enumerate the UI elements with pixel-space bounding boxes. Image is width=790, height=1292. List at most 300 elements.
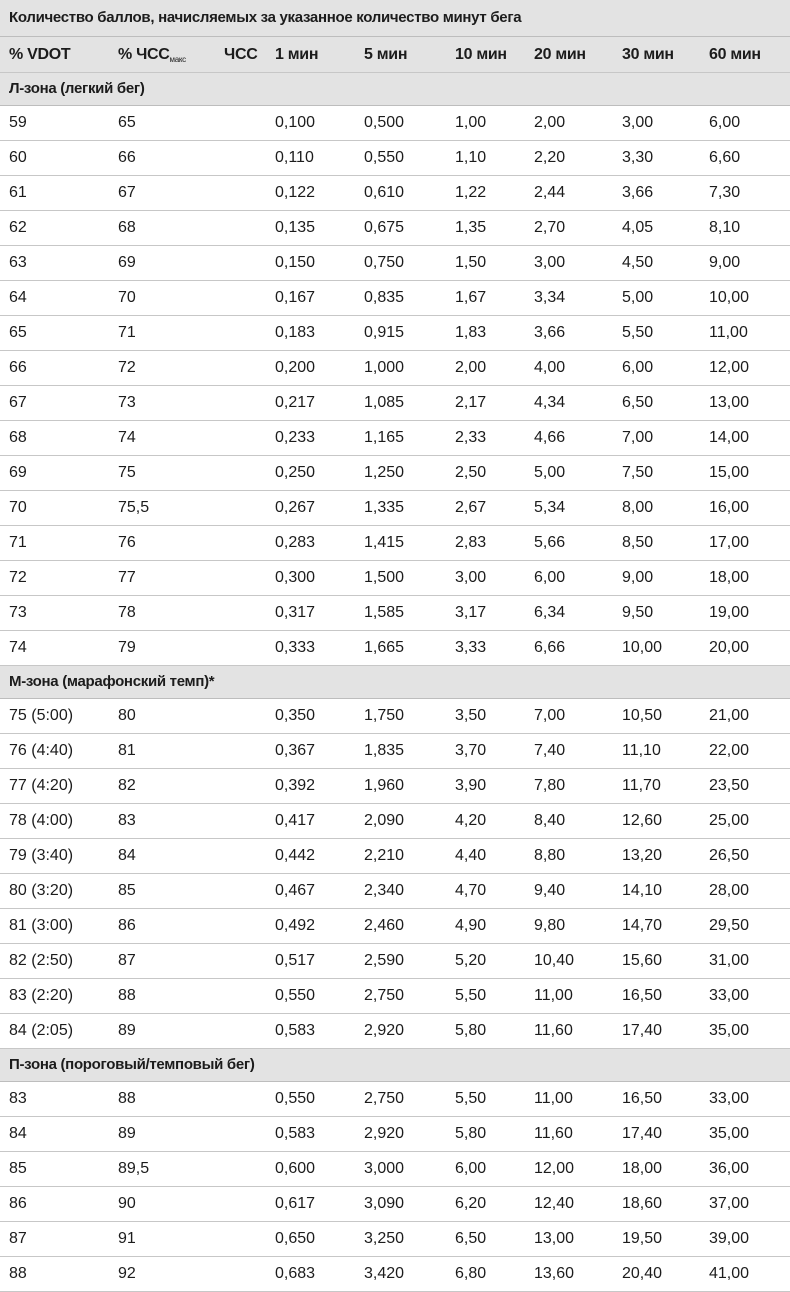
table-cell: 0,550	[275, 1090, 316, 1107]
table-cell: 83	[9, 1090, 27, 1107]
table-cell: 3,34	[534, 289, 566, 306]
table-cell: 18,00	[622, 1160, 663, 1177]
table-body	[0, 73, 790, 1292]
table-cell: 2,83	[455, 534, 487, 551]
table-cell: 0,317	[275, 604, 316, 621]
table-cell: 1,335	[364, 499, 405, 516]
table-cell: 82 (2:50)	[9, 952, 74, 969]
table-cell: 10,00	[709, 289, 750, 306]
table-cell: 11,60	[534, 1022, 573, 1039]
table-cell: 83 (2:20)	[9, 987, 74, 1004]
table-cell: 11,00	[534, 1090, 573, 1107]
table-cell: 7,50	[622, 464, 654, 481]
table-cell: 0,122	[275, 184, 316, 201]
table-cell: 0,217	[275, 394, 316, 411]
table-cell: 0,550	[275, 987, 316, 1004]
table-cell: 2,50	[455, 464, 487, 481]
table-row	[0, 106, 790, 141]
table-cell: 0,915	[364, 324, 405, 341]
table-cell: 0,283	[275, 534, 316, 551]
table-cell: 2,340	[364, 882, 405, 899]
table-cell: 73	[9, 604, 27, 621]
col-5min: 5 мин	[364, 46, 408, 63]
table-cell: 87	[118, 952, 136, 969]
table-cell: 2,210	[364, 847, 405, 864]
table-cell: 92	[118, 1265, 136, 1282]
table-row	[0, 699, 790, 734]
table-cell: 1,22	[455, 184, 487, 201]
table-cell: 9,00	[622, 569, 654, 586]
table-cell: 0,583	[275, 1125, 316, 1142]
table-cell: 1,250	[364, 464, 405, 481]
table-row	[0, 944, 790, 979]
table-cell: 3,17	[455, 604, 487, 621]
table-row	[0, 141, 790, 176]
table-cell: 77 (4:20)	[9, 777, 74, 794]
table-cell: 6,60	[709, 149, 741, 166]
table-cell: 0,392	[275, 777, 316, 794]
table-cell: 13,20	[622, 847, 663, 864]
table-cell: 71	[9, 534, 27, 551]
table-cell: 7,00	[534, 707, 566, 724]
table-cell: 4,66	[534, 429, 566, 446]
table-cell: 14,10	[622, 882, 663, 899]
table-row	[0, 246, 790, 281]
table-cell: 36,00	[709, 1160, 750, 1177]
table-row	[0, 804, 790, 839]
table-row	[0, 909, 790, 944]
table-cell: 6,20	[455, 1195, 487, 1212]
table-cell: 84	[118, 847, 136, 864]
table-cell: 0,492	[275, 917, 316, 934]
table-cell: 2,920	[364, 1022, 405, 1039]
table-row	[0, 176, 790, 211]
table-cell: 68	[118, 219, 136, 236]
table-cell: 0,517	[275, 952, 316, 969]
table-cell: 1,750	[364, 707, 405, 724]
table-cell: 0,333	[275, 639, 316, 656]
table-cell: 9,00	[709, 254, 741, 271]
table-cell: 6,66	[534, 639, 566, 656]
table-cell: 0,367	[275, 742, 316, 759]
table-cell: 0,500	[364, 114, 405, 131]
table-cell: 2,20	[534, 149, 566, 166]
table-cell: 4,70	[455, 882, 487, 899]
table-row	[0, 526, 790, 561]
table-cell: 77	[118, 569, 136, 586]
table-cell: 1,83	[455, 324, 487, 341]
table-cell: 17,40	[622, 1022, 663, 1039]
table-cell: 66	[118, 149, 136, 166]
col-hr-pct: % $ЧСС_{макс}$	[118, 46, 186, 64]
table-cell: 0,683	[275, 1265, 316, 1282]
table-cell: 12,60	[622, 812, 663, 829]
col-60min: 60 мин	[709, 46, 761, 63]
table-cell: 75 (5:00)	[9, 707, 74, 724]
table-cell: 1,585	[364, 604, 405, 621]
table-cell: 89,5	[118, 1160, 150, 1177]
table-cell: 79	[118, 639, 136, 656]
table-cell: 5,00	[622, 289, 654, 306]
table-cell: 33,00	[709, 987, 750, 1004]
table-cell: 81 (3:00)	[9, 917, 74, 934]
table-cell: 2,460	[364, 917, 405, 934]
table-cell: 1,960	[364, 777, 405, 794]
table-cell: 12,00	[709, 359, 750, 376]
table-cell: 89	[118, 1125, 136, 1142]
table-row	[0, 979, 790, 1014]
table-cell: 0,300	[275, 569, 316, 586]
table-cell: 0,617	[275, 1195, 316, 1212]
table-cell: 79 (3:40)	[9, 847, 74, 864]
table-cell: 2,00	[534, 114, 566, 131]
col-hr-pct-sub: макс	[169, 55, 186, 64]
table-cell: 72	[9, 569, 27, 586]
table-cell: 72	[118, 359, 136, 376]
table-cell: 20,00	[709, 639, 750, 656]
table-cell: 6,34	[534, 604, 566, 621]
table-cell: 3,90	[455, 777, 487, 794]
table-cell: 37,00	[709, 1195, 750, 1212]
table-cell: 8,10	[709, 219, 741, 236]
table-cell: 3,66	[534, 324, 566, 341]
table-row	[0, 421, 790, 456]
table-cell: 0,267	[275, 499, 316, 516]
table-row	[0, 1222, 790, 1257]
table-cell: 67	[9, 394, 27, 411]
table-cell: 0,150	[275, 254, 316, 271]
table-cell: 2,750	[364, 1090, 405, 1107]
table-row	[0, 874, 790, 909]
table-cell: 1,50	[455, 254, 487, 271]
table-cell: 7,00	[622, 429, 654, 446]
table-cell: 0,135	[275, 219, 316, 236]
table-cell: 68	[9, 429, 27, 446]
table-cell: 80	[118, 707, 136, 724]
table-cell: 75,5	[118, 499, 150, 516]
table-cell: 8,80	[534, 847, 566, 864]
table-cell: 10,40	[534, 952, 575, 969]
table-cell: 16,00	[709, 499, 750, 516]
col-10min: 10 мин	[455, 46, 507, 63]
table-cell: 13,00	[709, 394, 750, 411]
table-cell: 3,30	[622, 149, 654, 166]
table-cell: 11,00	[534, 987, 573, 1004]
table-cell: 41,00	[709, 1265, 750, 1282]
table-cell: 14,00	[709, 429, 750, 446]
table-cell: 1,10	[455, 149, 487, 166]
table-cell: 88	[118, 1090, 136, 1107]
table-cell: 63	[9, 254, 27, 271]
table-cell: 21,00	[709, 707, 750, 724]
table-cell: 85	[118, 882, 136, 899]
table-row	[0, 386, 790, 421]
table-cell: 8,00	[622, 499, 654, 516]
table-cell: 4,40	[455, 847, 487, 864]
table-row	[0, 211, 790, 246]
table-cell: 31,00	[709, 952, 750, 969]
table-cell: 76	[118, 534, 136, 551]
table-cell: 35,00	[709, 1125, 750, 1142]
table-cell: 3,50	[455, 707, 487, 724]
table-cell: 3,000	[364, 1160, 405, 1177]
table-cell: 17,00	[709, 534, 750, 551]
table-cell: 7,80	[534, 777, 566, 794]
table-cell: 0,600	[275, 1160, 316, 1177]
table-cell: 3,70	[455, 742, 487, 759]
table-cell: 3,250	[364, 1230, 405, 1247]
table-cell: 11,10	[622, 742, 661, 759]
table-cell: 86	[118, 917, 136, 934]
table-cell: 0,650	[275, 1230, 316, 1247]
table-cell: 6,00	[709, 114, 741, 131]
table-cell: 13,60	[534, 1265, 575, 1282]
table-cell: 2,44	[534, 184, 566, 201]
table-cell: 1,665	[364, 639, 405, 656]
table-cell: 65	[9, 324, 27, 341]
table-cell: 16,50	[622, 1090, 663, 1107]
table-cell: 0,167	[275, 289, 316, 306]
table-row	[0, 456, 790, 491]
table-cell: 9,80	[534, 917, 566, 934]
table-cell: 33,00	[709, 1090, 750, 1107]
table-cell: 2,750	[364, 987, 405, 1004]
table-cell: 2,920	[364, 1125, 405, 1142]
table-cell: 11,00	[709, 324, 748, 341]
col-hr: ЧСС	[224, 46, 258, 63]
table-cell: 6,00	[622, 359, 654, 376]
table-cell: 2,70	[534, 219, 566, 236]
table-cell: 5,50	[455, 987, 487, 1004]
table-row	[0, 839, 790, 874]
table-cell: 91	[118, 1230, 136, 1247]
table-cell: 2,00	[455, 359, 487, 376]
table-cell: 71	[118, 324, 136, 341]
table-row	[0, 1082, 790, 1117]
table-cell: 78 (4:00)	[9, 812, 74, 829]
column-header-row	[0, 37, 790, 73]
table-cell: 76 (4:40)	[9, 742, 74, 759]
table-cell: 3,00	[455, 569, 487, 586]
table-cell: 5,20	[455, 952, 487, 969]
zone-header: Л-зона (легкий бег)	[0, 73, 790, 106]
table-cell: 0,467	[275, 882, 316, 899]
table-cell: 0,110	[275, 149, 314, 166]
table-cell: 2,090	[364, 812, 405, 829]
table-cell: 16,50	[622, 987, 663, 1004]
table-cell: 0,835	[364, 289, 405, 306]
table-cell: 17,40	[622, 1125, 663, 1142]
table-row	[0, 1187, 790, 1222]
col-20min: 20 мин	[534, 46, 586, 63]
table-cell: 5,50	[622, 324, 654, 341]
table-cell: 25,00	[709, 812, 750, 829]
table-cell: 39,00	[709, 1230, 750, 1247]
table-cell: 3,00	[622, 114, 654, 131]
table-cell: 4,34	[534, 394, 566, 411]
table-title: Количество баллов, начисляемых за указанное количество минут бега	[0, 0, 790, 37]
table-cell: 89	[118, 1022, 136, 1039]
table-row	[0, 1014, 790, 1049]
table-cell: 5,34	[534, 499, 566, 516]
table-cell: 80 (3:20)	[9, 882, 74, 899]
table-cell: 23,50	[709, 777, 750, 794]
table-cell: 3,00	[534, 254, 566, 271]
table-cell: 64	[9, 289, 27, 306]
table-cell: 3,33	[455, 639, 487, 656]
col-1min: 1 мин	[275, 46, 319, 63]
table-cell: 61	[9, 184, 27, 201]
table-cell: 1,415	[364, 534, 405, 551]
zone-header: П-зона (пороговый/темповый бег)	[0, 1049, 790, 1082]
table-cell: 4,00	[534, 359, 566, 376]
table-cell: 8,40	[534, 812, 566, 829]
table-row	[0, 596, 790, 631]
table-cell: 6,50	[622, 394, 654, 411]
table-cell: 7,40	[534, 742, 566, 759]
col-vdot: % VDOT	[9, 46, 71, 63]
table-cell: 4,50	[622, 254, 654, 271]
table-cell: 6,80	[455, 1265, 487, 1282]
table-cell: 5,80	[455, 1022, 487, 1039]
table-cell: 12,40	[534, 1195, 575, 1212]
table-cell: 8,50	[622, 534, 654, 551]
table-row	[0, 734, 790, 769]
table-cell: 74	[9, 639, 27, 656]
table-cell: 12,00	[534, 1160, 575, 1177]
table-cell: 1,67	[455, 289, 487, 306]
table-cell: 1,165	[364, 429, 405, 446]
table-cell: 70	[118, 289, 136, 306]
table-cell: 69	[118, 254, 136, 271]
table-cell: 2,17	[455, 394, 487, 411]
table-cell: 0,442	[275, 847, 316, 864]
table-row	[0, 281, 790, 316]
table-cell: 88	[9, 1265, 27, 1282]
table-cell: 59	[9, 114, 27, 131]
table-cell: 20,40	[622, 1265, 663, 1282]
table-cell: 1,00	[455, 114, 487, 131]
table-cell: 15,60	[622, 952, 663, 969]
table-cell: 5,66	[534, 534, 566, 551]
table-cell: 0,583	[275, 1022, 316, 1039]
table-cell: 90	[118, 1195, 136, 1212]
table-cell: 9,40	[534, 882, 566, 899]
table-row	[0, 631, 790, 666]
table-cell: 75	[118, 464, 136, 481]
table-row	[0, 491, 790, 526]
table-cell: 69	[9, 464, 27, 481]
table-cell: 74	[118, 429, 136, 446]
table-cell: 14,70	[622, 917, 663, 934]
table-cell: 19,00	[709, 604, 750, 621]
table-cell: 22,00	[709, 742, 750, 759]
table-cell: 1,35	[455, 219, 487, 236]
table-cell: 0,610	[364, 184, 405, 201]
table-cell: 82	[118, 777, 136, 794]
table-cell: 26,50	[709, 847, 750, 864]
table-cell: 6,00	[455, 1160, 487, 1177]
table-cell: 0,200	[275, 359, 316, 376]
table-cell: 86	[9, 1195, 27, 1212]
table-cell: 6,00	[534, 569, 566, 586]
table-cell: 73	[118, 394, 136, 411]
table-cell: 3,420	[364, 1265, 405, 1282]
table-cell: 29,50	[709, 917, 750, 934]
table-row	[0, 561, 790, 596]
table-cell: 2,33	[455, 429, 487, 446]
table-cell: 0,100	[275, 114, 316, 131]
table-cell: 81	[118, 742, 136, 759]
table-cell: 15,00	[709, 464, 750, 481]
table-cell: 0,417	[275, 812, 316, 829]
table-cell: 84 (2:05)	[9, 1022, 74, 1039]
table-cell: 3,090	[364, 1195, 405, 1212]
col-30min: 30 мин	[622, 46, 674, 63]
table-cell: 84	[9, 1125, 27, 1142]
table-cell: 0,550	[364, 149, 405, 166]
table-cell: 11,60	[534, 1125, 573, 1142]
table-cell: 13,00	[534, 1230, 575, 1247]
table-cell: 1,085	[364, 394, 405, 411]
table-cell: 2,590	[364, 952, 405, 969]
table-cell: 0,750	[364, 254, 405, 271]
table-cell: 10,00	[622, 639, 663, 656]
table-cell: 9,50	[622, 604, 654, 621]
table-cell: 65	[118, 114, 136, 131]
table-cell: 5,80	[455, 1125, 487, 1142]
table-cell: 85	[9, 1160, 27, 1177]
table-cell: 35,00	[709, 1022, 750, 1039]
table-cell: 11,70	[622, 777, 661, 794]
table-cell: 28,00	[709, 882, 750, 899]
table-cell: 0,350	[275, 707, 316, 724]
table-cell: 0,233	[275, 429, 316, 446]
table-row	[0, 1257, 790, 1292]
zone-header: М-зона (марафонский темп)*	[0, 666, 790, 699]
table-cell: 1,000	[364, 359, 405, 376]
table-row	[0, 1117, 790, 1152]
table-cell: 66	[9, 359, 27, 376]
table-cell: 2,67	[455, 499, 487, 516]
table-row	[0, 316, 790, 351]
table-cell: 5,00	[534, 464, 566, 481]
table-cell: 87	[9, 1230, 27, 1247]
table-cell: 1,835	[364, 742, 405, 759]
table-cell: 0,250	[275, 464, 316, 481]
table-cell: 0,675	[364, 219, 405, 236]
table-cell: 1,500	[364, 569, 405, 586]
table-cell: 18,00	[709, 569, 750, 586]
table-cell: 78	[118, 604, 136, 621]
table-cell: 0,183	[275, 324, 316, 341]
table-cell: 18,60	[622, 1195, 663, 1212]
table-cell: 3,66	[622, 184, 654, 201]
table-cell: 7,30	[709, 184, 741, 201]
table-cell: 4,90	[455, 917, 487, 934]
table-cell: 70	[9, 499, 27, 516]
table-row	[0, 769, 790, 804]
table-cell: 4,20	[455, 812, 487, 829]
table-cell: 19,50	[622, 1230, 663, 1247]
table-cell: 10,50	[622, 707, 663, 724]
table-cell: 83	[118, 812, 136, 829]
table-cell: 6,50	[455, 1230, 487, 1247]
table-cell: 4,05	[622, 219, 654, 236]
table-cell: 60	[9, 149, 27, 166]
table-cell: 5,50	[455, 1090, 487, 1107]
table-cell: 67	[118, 184, 136, 201]
